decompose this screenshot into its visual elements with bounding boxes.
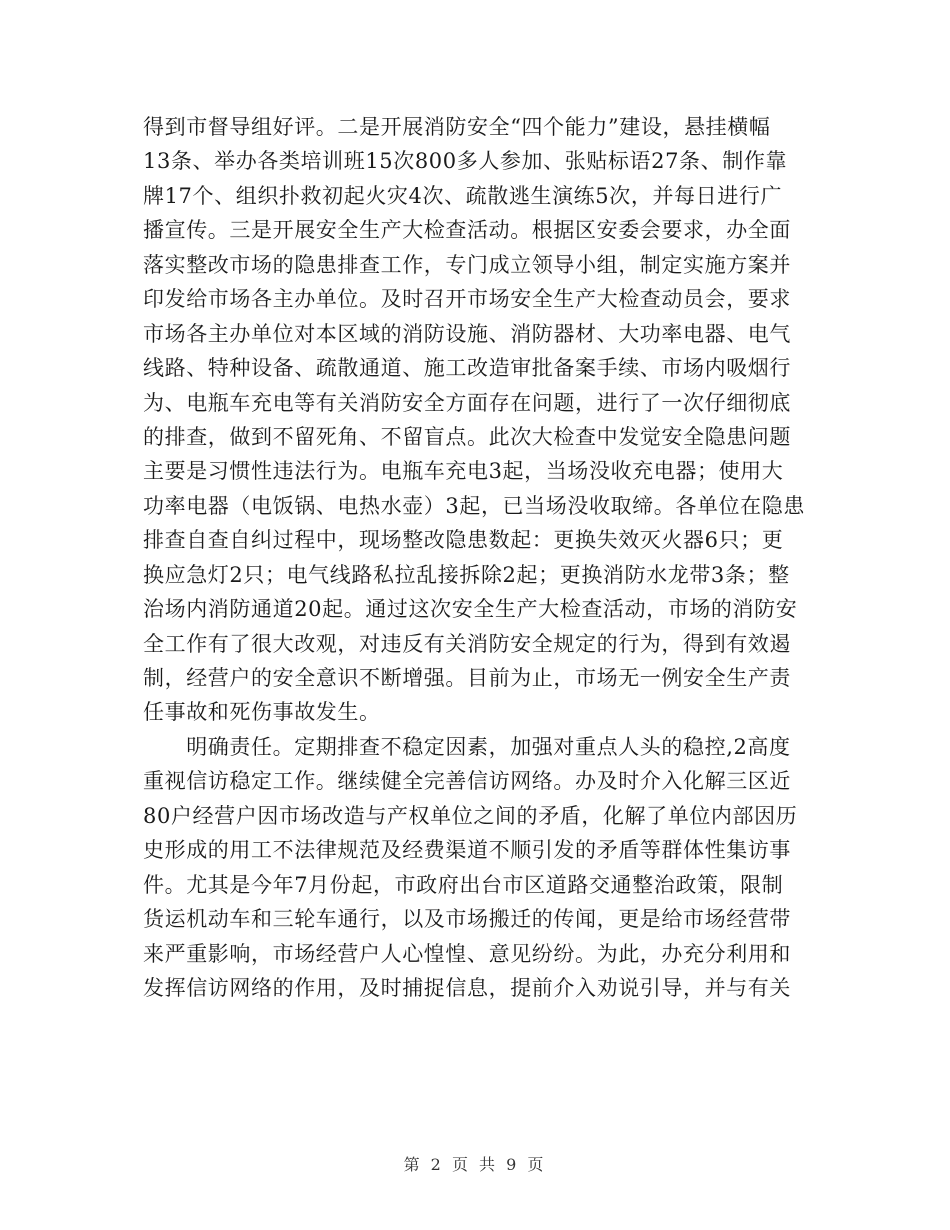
text-line: 播宣传。三是开展安全生产大检查活动。根据区安委会要求，办全面: [143, 218, 791, 243]
text-line: 落实整改市场的隐患排查工作，专门成立领导小组，制定实施方案并: [143, 252, 791, 277]
text-line: 任事故和死伤事故发生。: [143, 700, 381, 725]
text-line: 市场各主办单位对本区域的消防设施、消防器材、大功率电器、电气: [143, 321, 791, 346]
body-text: [143, 110, 811, 1005]
text-line: 主要是习惯性违法行为。电瓶车充电3起，当场没收充电器；使用大: [143, 459, 784, 484]
text-line: 全工作有了很大改观，对违反有关消防安全规定的行为，得到有效遏: [143, 631, 791, 656]
text-line: 重视信访稳定工作。继续健全完善信访网络。办及时介入化解三区近: [143, 769, 791, 794]
text-line: 线路、特种设备、疏散通道、施工改造审批备案手续、市场内吸烟行: [143, 356, 791, 381]
text-line: 的排查，做到不留死角、不留盲点。此次大检查中发觉安全隐患问题: [143, 424, 791, 449]
text-line: 货运机动车和三轮车通行，以及市场搬迁的传闻，更是给市场经营带: [143, 907, 791, 932]
text-line: 功率电器（电饭锅、电热水壶）3起，已当场没收取缔。各单位在隐患: [143, 493, 805, 518]
text-line: 换应急灯2只；电气线路私拉乱接拆除2起；更换消防水龙带3条；整: [143, 562, 790, 587]
text-line: 史形成的用工不法律规范及经费渠道不顺引发的矛盾等群体性集访事: [143, 838, 791, 863]
text-line: 件。尤其是今年7月份起，市政府出台市区道路交通整治政策，限制: [143, 872, 784, 897]
text-line: 来严重影响，市场经营户人心惶惶、意见纷纷。为此，办充分利用和: [143, 941, 791, 966]
text-line: 13条、举办各类培训班15次800多人参加、张贴标语27条、制作靠: [143, 149, 788, 174]
text-line: 得到市督导组好评。二是开展消防安全“四个能力”建设，悬挂横幅: [143, 115, 771, 139]
text-line: 印发给市场各主办单位。及时召开市场安全生产大检查动员会，要求: [143, 287, 791, 312]
text-line: 明确责任。定期排查不稳定因素，加强对重点人头的稳控,2高度: [143, 734, 791, 759]
text-line: 制，经营户的安全意识不断增强。目前为止，市场无一例安全生产责: [143, 666, 791, 690]
text-line: 排查自查自纠过程中，现场整改隐患数起：更换失效灭火器6只；更: [143, 528, 784, 553]
text-line: 为、电瓶车充电等有关消防安全方面存在问题，进行了一次仔细彻底: [143, 390, 791, 415]
text-line: 牌17个、组织扑救初起火灾4次、疏散逃生演练5次，并每日进行广: [143, 183, 783, 208]
text-line: 80户经营户因市场改造与产权单位之间的矛盾，化解了单位内部因历: [143, 803, 798, 828]
text-line: 发挥信访网络的作用，及时捕捉信息，提前介入劝说引导，并与有关: [143, 975, 791, 1000]
page-number-footer: 第 2 页 共 9 页: [403, 1155, 547, 1174]
text-line: 治场内消防通道20起。通过这次安全生产大检查活动，市场的消防安: [143, 597, 798, 622]
